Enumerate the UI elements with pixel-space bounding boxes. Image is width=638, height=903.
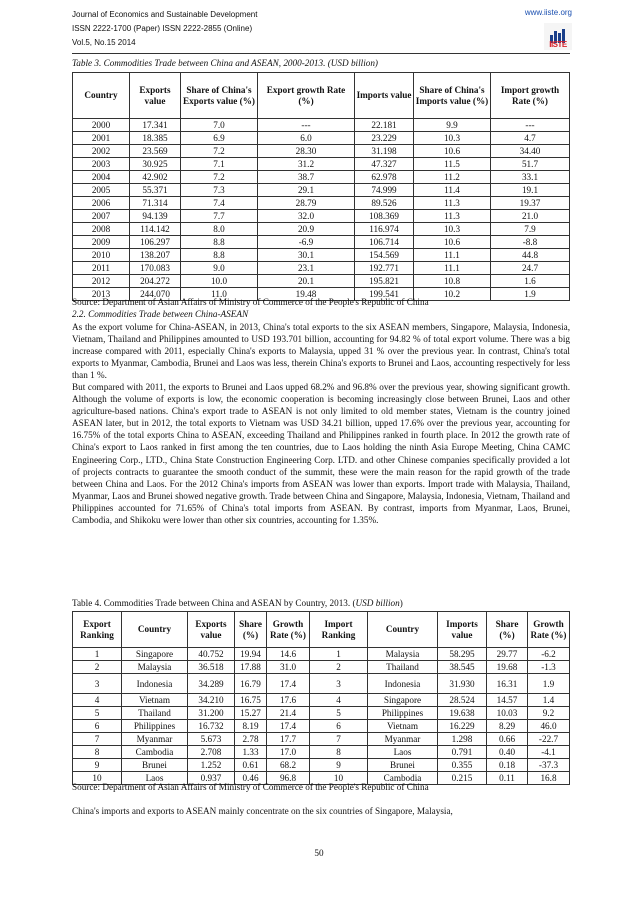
table-cell: 34.210 <box>188 694 235 707</box>
table3-header: Import growth Rate (%) <box>491 73 570 119</box>
table-cell: 31.200 <box>188 707 235 720</box>
journal-url[interactable]: www.iiste.org <box>524 8 572 17</box>
table-cell: 6 <box>73 720 122 733</box>
table-cell: Thailand <box>368 661 438 674</box>
table-row <box>73 236 570 249</box>
table-cell: 10.3 <box>414 132 491 145</box>
table3-header: Imports value <box>355 73 414 119</box>
table-cell: 2003 <box>73 158 130 171</box>
table4 <box>72 611 570 785</box>
table-cell: -6.9 <box>258 236 355 249</box>
table-cell: 16.31 <box>487 674 528 694</box>
table-cell: 19.1 <box>491 184 570 197</box>
table-cell: 46.0 <box>528 720 570 733</box>
table-cell: 19.94 <box>235 648 267 661</box>
table-cell: 1.9 <box>491 288 570 301</box>
table-cell: 1.252 <box>188 759 235 772</box>
table-cell: 71.314 <box>130 197 181 210</box>
table-row <box>73 720 570 733</box>
table-cell: 33.1 <box>491 171 570 184</box>
table4-header: Country <box>368 612 438 648</box>
table-row <box>73 223 570 236</box>
table-cell: Malaysia <box>368 648 438 661</box>
table-row <box>73 661 570 674</box>
journal-title: Journal of Economics and Sustainable Development <box>72 10 258 19</box>
table-cell: Vietnam <box>368 720 438 733</box>
table-cell: 8.8 <box>181 236 258 249</box>
table-cell: 9.2 <box>528 707 570 720</box>
table-cell: 14.6 <box>267 648 310 661</box>
table-cell: 9 <box>310 759 368 772</box>
table-cell: 4 <box>310 694 368 707</box>
table-cell: 32.0 <box>258 210 355 223</box>
table-cell: 2000 <box>73 119 130 132</box>
table-cell: 19.68 <box>487 661 528 674</box>
table4-header: Share (%) <box>487 612 528 648</box>
table-cell: 192.771 <box>355 262 414 275</box>
table-cell: 11.4 <box>414 184 491 197</box>
table-cell: 11.0 <box>181 288 258 301</box>
table-cell: 18.385 <box>130 132 181 145</box>
table-cell: 11.3 <box>414 197 491 210</box>
table-cell: 74.999 <box>355 184 414 197</box>
table-cell: 31.198 <box>355 145 414 158</box>
table-cell: 170.083 <box>130 262 181 275</box>
table-cell: 20.1 <box>258 275 355 288</box>
table-cell: 7 <box>73 733 122 746</box>
table-cell: 2013 <box>73 288 130 301</box>
table-cell: 30.1 <box>258 249 355 262</box>
paragraph-1: As the export volume for China-ASEAN, in 2013, China's total exports to the six ASEAN members, Singapore, Malaysia, Indonesia, Vietnam, Thailand and Philippines amounted to USD 193.701 billion, accounting for 94.82 % of total export volume. There was a big increase compared with 2011, especially China's exports to Malaysia, upped 31 % over the previous year. In contrast, China's total exports to Myanmar, Cambodia, Brunei and Laos was less, therein China's exports to Brunei and Laos, accounting respectively for less than 1 %. <box>72 322 570 381</box>
table-cell: 138.207 <box>130 249 181 262</box>
table-row <box>73 746 570 759</box>
table-cell: Cambodia <box>122 746 188 759</box>
table-cell: 9 <box>73 759 122 772</box>
table-cell: 8 <box>73 746 122 759</box>
table-cell: 30.925 <box>130 158 181 171</box>
table-cell: 17.88 <box>235 661 267 674</box>
table-cell: 0.46 <box>235 772 267 785</box>
table-row <box>73 733 570 746</box>
table4-header: Share (%) <box>235 612 267 648</box>
table-row <box>73 184 570 197</box>
table-cell: 22.181 <box>355 119 414 132</box>
journal-volume: Vol.5, No.15 2014 <box>72 38 136 47</box>
table-cell: 7 <box>310 733 368 746</box>
table-cell: 2008 <box>73 223 130 236</box>
table-cell: 7.2 <box>181 171 258 184</box>
table-cell: 1.4 <box>528 694 570 707</box>
table-cell: 14.57 <box>487 694 528 707</box>
table-cell: 3 <box>310 674 368 694</box>
table-cell: -37.3 <box>528 759 570 772</box>
table-cell: 17.7 <box>267 733 310 746</box>
table-cell: 0.66 <box>487 733 528 746</box>
table-cell: 21.0 <box>491 210 570 223</box>
table-cell: 5 <box>310 707 368 720</box>
table-cell: 2010 <box>73 249 130 262</box>
table3-header: Export growth Rate (%) <box>258 73 355 119</box>
table-row <box>73 694 570 707</box>
closing-line: China's imports and exports to ASEAN mainly concentrate on the six countries of Singapore, Malaysia, <box>72 806 453 816</box>
table-row <box>73 759 570 772</box>
table-cell: 16.79 <box>235 674 267 694</box>
table-cell: 2001 <box>73 132 130 145</box>
table-cell: 10.8 <box>414 275 491 288</box>
table-cell: 36.518 <box>188 661 235 674</box>
table-cell: 11.5 <box>414 158 491 171</box>
table-cell: 1.6 <box>491 275 570 288</box>
table-cell: Thailand <box>122 707 188 720</box>
journal-issn: ISSN 2222-1700 (Paper) ISSN 2222-2855 (Online) <box>72 24 253 33</box>
table-cell: 89.526 <box>355 197 414 210</box>
table-cell: 20.9 <box>258 223 355 236</box>
journal-header <box>72 8 257 50</box>
table-cell: 19.37 <box>491 197 570 210</box>
table4-header: Import Ranking <box>310 612 368 648</box>
table4-header: Growth Rate (%) <box>528 612 570 648</box>
table-cell: 2004 <box>73 171 130 184</box>
table-cell: 31.930 <box>438 674 487 694</box>
table-cell: 51.7 <box>491 158 570 171</box>
table-cell: 5 <box>73 707 122 720</box>
section-heading: 2.2. Commodities Trade between China-ASEAN <box>72 309 249 319</box>
table-cell: 244.070 <box>130 288 181 301</box>
table-cell: 8 <box>310 746 368 759</box>
table-cell: 2007 <box>73 210 130 223</box>
table-cell: 42.902 <box>130 171 181 184</box>
table-cell: 58.295 <box>438 648 487 661</box>
table-row <box>73 171 570 184</box>
table-cell: 28.30 <box>258 145 355 158</box>
table-cell: 7.4 <box>181 197 258 210</box>
table-cell: Myanmar <box>122 733 188 746</box>
table-cell: 34.40 <box>491 145 570 158</box>
table4-caption: Table 4. Commodities Trade between China and ASEAN by Country, 2013. (USD billion) <box>72 598 403 608</box>
table-cell: 11.1 <box>414 262 491 275</box>
table-cell: Philippines <box>122 720 188 733</box>
table-row <box>73 249 570 262</box>
table-cell: 1.298 <box>438 733 487 746</box>
table-row <box>73 275 570 288</box>
table-cell: 10.03 <box>487 707 528 720</box>
table-row <box>73 648 570 661</box>
page-number: 50 <box>314 848 324 858</box>
table-cell: 0.791 <box>438 746 487 759</box>
table-row <box>73 707 570 720</box>
table3-header: Country <box>73 73 130 119</box>
table-cell: 106.714 <box>355 236 414 249</box>
table3-header: Share of China's Imports value (%) <box>414 73 491 119</box>
table-cell: 34.289 <box>188 674 235 694</box>
table-cell: 2 <box>310 661 368 674</box>
table-cell: 108.369 <box>355 210 414 223</box>
table-cell: 2011 <box>73 262 130 275</box>
table-cell: Malaysia <box>122 661 188 674</box>
table-cell: 0.11 <box>487 772 528 785</box>
table-cell: 106.297 <box>130 236 181 249</box>
table-cell: 6 <box>310 720 368 733</box>
table-cell: 17.4 <box>267 674 310 694</box>
table-cell: 10.2 <box>414 288 491 301</box>
table-cell: 21.4 <box>267 707 310 720</box>
table-cell: 0.40 <box>487 746 528 759</box>
table-cell: 2.78 <box>235 733 267 746</box>
table-cell: Cambodia <box>368 772 438 785</box>
table-cell: Singapore <box>122 648 188 661</box>
table-cell: 15.27 <box>235 707 267 720</box>
table4-header: Export Ranking <box>73 612 122 648</box>
table-cell: Vietnam <box>122 694 188 707</box>
table-cell: 31.0 <box>267 661 310 674</box>
table-cell: 7.7 <box>181 210 258 223</box>
table-cell: 16.732 <box>188 720 235 733</box>
iiste-logo <box>544 23 572 50</box>
table-cell: 204.272 <box>130 275 181 288</box>
table-cell: 40.752 <box>188 648 235 661</box>
table-cell: 11.2 <box>414 171 491 184</box>
table-cell: 0.215 <box>438 772 487 785</box>
table-cell: 94.139 <box>130 210 181 223</box>
table-cell: 2009 <box>73 236 130 249</box>
table-cell: 29.77 <box>487 648 528 661</box>
table-cell: -8.8 <box>491 236 570 249</box>
table-cell: 10.0 <box>181 275 258 288</box>
table-cell: 0.61 <box>235 759 267 772</box>
table-cell: Laos <box>122 772 188 785</box>
table-cell: 55.371 <box>130 184 181 197</box>
table-cell: --- <box>491 119 570 132</box>
table-cell: --- <box>258 119 355 132</box>
table-row <box>73 674 570 694</box>
table-cell: 9.0 <box>181 262 258 275</box>
table-cell: 8.19 <box>235 720 267 733</box>
table-cell: 2006 <box>73 197 130 210</box>
table-cell: -4.1 <box>528 746 570 759</box>
table-cell: 17.6 <box>267 694 310 707</box>
table-row <box>73 132 570 145</box>
table-row <box>73 197 570 210</box>
table-cell: 19.638 <box>438 707 487 720</box>
paragraph-2: But compared with 2011, the exports to Brunei and Laos upped 68.2% and 96.8% over the previous year, showing significant growth. Although the volume of exports is low, the economic cooperation is becoming increasingly close between Brunei, Laos and other agriculture-based nations. China's export trade to ASEAN is not only limited to old member states, Vietnam is the country joined ASEAN later, but in 2012, the total exports to Vietnam was USD 34.21 billion, upped 17.6% over the previous year, accounting for 16.75% of the total exports China to ASEAN, exceeding Thailand and Philippines ranked in fourth place. In 2012 the growth rate of China's export to Laos ranked in first among the ten countries, due to Laos holding the ninth Asia Europe Meeting, China CAMC Engineering Corp., LTD., China State Construction Engineering Corp. LTD. and other Chinese companies specifically provided a lot of projects contracts to guarantee the smooth conduct of the summit, these were the main reason for the rapid growth of the trade between China and Laos. For the 2012 China's imports from ASEAN was lower than exports. Import trade with Malaysia, Thailand, Myanmar, Laos and Brunei showed negative growth. Trade between China and Singapore, Malaysia, Indonesia, Vietnam, Thailand and Philippines accounted for 71.65% of China's total imports from ASEAN. By contrast, imports from Myanmar, Laos, Brunei, Cambodia, and Shikoku were lower than other six countries, accounting for 1.35%. <box>72 382 570 526</box>
table-cell: 44.8 <box>491 249 570 262</box>
table-cell: 2012 <box>73 275 130 288</box>
table-cell: 17.4 <box>267 720 310 733</box>
table4-source: Source: Department of Asian Affairs of Ministry of Commerce of the People's Republic of China <box>72 782 429 792</box>
table-cell: 16.75 <box>235 694 267 707</box>
table-row <box>73 210 570 223</box>
table4-header: Growth Rate (%) <box>267 612 310 648</box>
table-cell: -6.2 <box>528 648 570 661</box>
table4-header: Imports value <box>438 612 487 648</box>
table-cell: 8.29 <box>487 720 528 733</box>
table-cell: 10.6 <box>414 145 491 158</box>
table-cell: 16.8 <box>528 772 570 785</box>
table-cell: 3 <box>73 674 122 694</box>
table-cell: 0.355 <box>438 759 487 772</box>
table-cell: 1 <box>73 648 122 661</box>
table-cell: Brunei <box>368 759 438 772</box>
table-cell: 6.9 <box>181 132 258 145</box>
table-cell: 62.978 <box>355 171 414 184</box>
table-cell: 17.341 <box>130 119 181 132</box>
table4-header: Exports value <box>188 612 235 648</box>
table-cell: 0.937 <box>188 772 235 785</box>
table-cell: Brunei <box>122 759 188 772</box>
table-cell: 24.7 <box>491 262 570 275</box>
table-cell: 16.229 <box>438 720 487 733</box>
table-cell: Myanmar <box>368 733 438 746</box>
table-cell: 7.1 <box>181 158 258 171</box>
table-cell: 4.7 <box>491 132 570 145</box>
table-cell: 2.708 <box>188 746 235 759</box>
table-cell: 23.569 <box>130 145 181 158</box>
table-cell: -1.3 <box>528 661 570 674</box>
table-cell: 8.8 <box>181 249 258 262</box>
table-cell: 7.3 <box>181 184 258 197</box>
table-cell: 11.3 <box>414 210 491 223</box>
table-cell: 114.142 <box>130 223 181 236</box>
table-cell: 31.2 <box>258 158 355 171</box>
table3-header: Share of China's Exports value (%) <box>181 73 258 119</box>
table-cell: 2005 <box>73 184 130 197</box>
table-cell: 10.3 <box>414 223 491 236</box>
table-cell: 68.2 <box>267 759 310 772</box>
table-cell: 1.9 <box>528 674 570 694</box>
table3 <box>72 72 570 301</box>
table-cell: 23.229 <box>355 132 414 145</box>
table-cell: 28.524 <box>438 694 487 707</box>
table-row <box>73 119 570 132</box>
table-cell: Laos <box>368 746 438 759</box>
table3-header: Exports value <box>130 73 181 119</box>
header-rule <box>72 53 570 54</box>
table-cell: 38.7 <box>258 171 355 184</box>
table-cell: Singapore <box>368 694 438 707</box>
table-cell: 28.79 <box>258 197 355 210</box>
table-cell: 10 <box>73 772 122 785</box>
table-cell: 29.1 <box>258 184 355 197</box>
table-cell: -22.7 <box>528 733 570 746</box>
table-cell: 0.18 <box>487 759 528 772</box>
logo-text: IISTE <box>549 40 567 49</box>
table-cell: 7.9 <box>491 223 570 236</box>
table-cell: 199.541 <box>355 288 414 301</box>
table-cell: 154.569 <box>355 249 414 262</box>
table-cell: 4 <box>73 694 122 707</box>
table-row <box>73 262 570 275</box>
table-cell: 9.9 <box>414 119 491 132</box>
table-cell: 23.1 <box>258 262 355 275</box>
table-cell: 6.0 <box>258 132 355 145</box>
table-cell: 195.821 <box>355 275 414 288</box>
table-cell: Philippines <box>368 707 438 720</box>
table-cell: 19.48 <box>258 288 355 301</box>
table-cell: 96.8 <box>267 772 310 785</box>
table-cell: 10 <box>310 772 368 785</box>
table-cell: 2002 <box>73 145 130 158</box>
table-cell: 7.0 <box>181 119 258 132</box>
table-cell: 2 <box>73 661 122 674</box>
table-cell: 5.673 <box>188 733 235 746</box>
table3-source: Source: Department of Asian Affairs of Ministry of Commerce of the People's Republic of China <box>72 297 429 307</box>
table-cell: 116.974 <box>355 223 414 236</box>
table-cell: Indonesia <box>368 674 438 694</box>
table-row <box>73 158 570 171</box>
table-cell: 1.33 <box>235 746 267 759</box>
table-cell: 38.545 <box>438 661 487 674</box>
table-cell: 7.2 <box>181 145 258 158</box>
table-cell: 17.0 <box>267 746 310 759</box>
table4-header: Country <box>122 612 188 648</box>
table-cell: 11.1 <box>414 249 491 262</box>
table-cell: 47.327 <box>355 158 414 171</box>
table-cell: 10.6 <box>414 236 491 249</box>
table-cell: 1 <box>310 648 368 661</box>
table-row <box>73 145 570 158</box>
table-cell: 8.0 <box>181 223 258 236</box>
table3-caption: Table 3. Commodities Trade between China and ASEAN, 2000-2013. (USD billion) <box>72 58 378 68</box>
table-cell: Indonesia <box>122 674 188 694</box>
